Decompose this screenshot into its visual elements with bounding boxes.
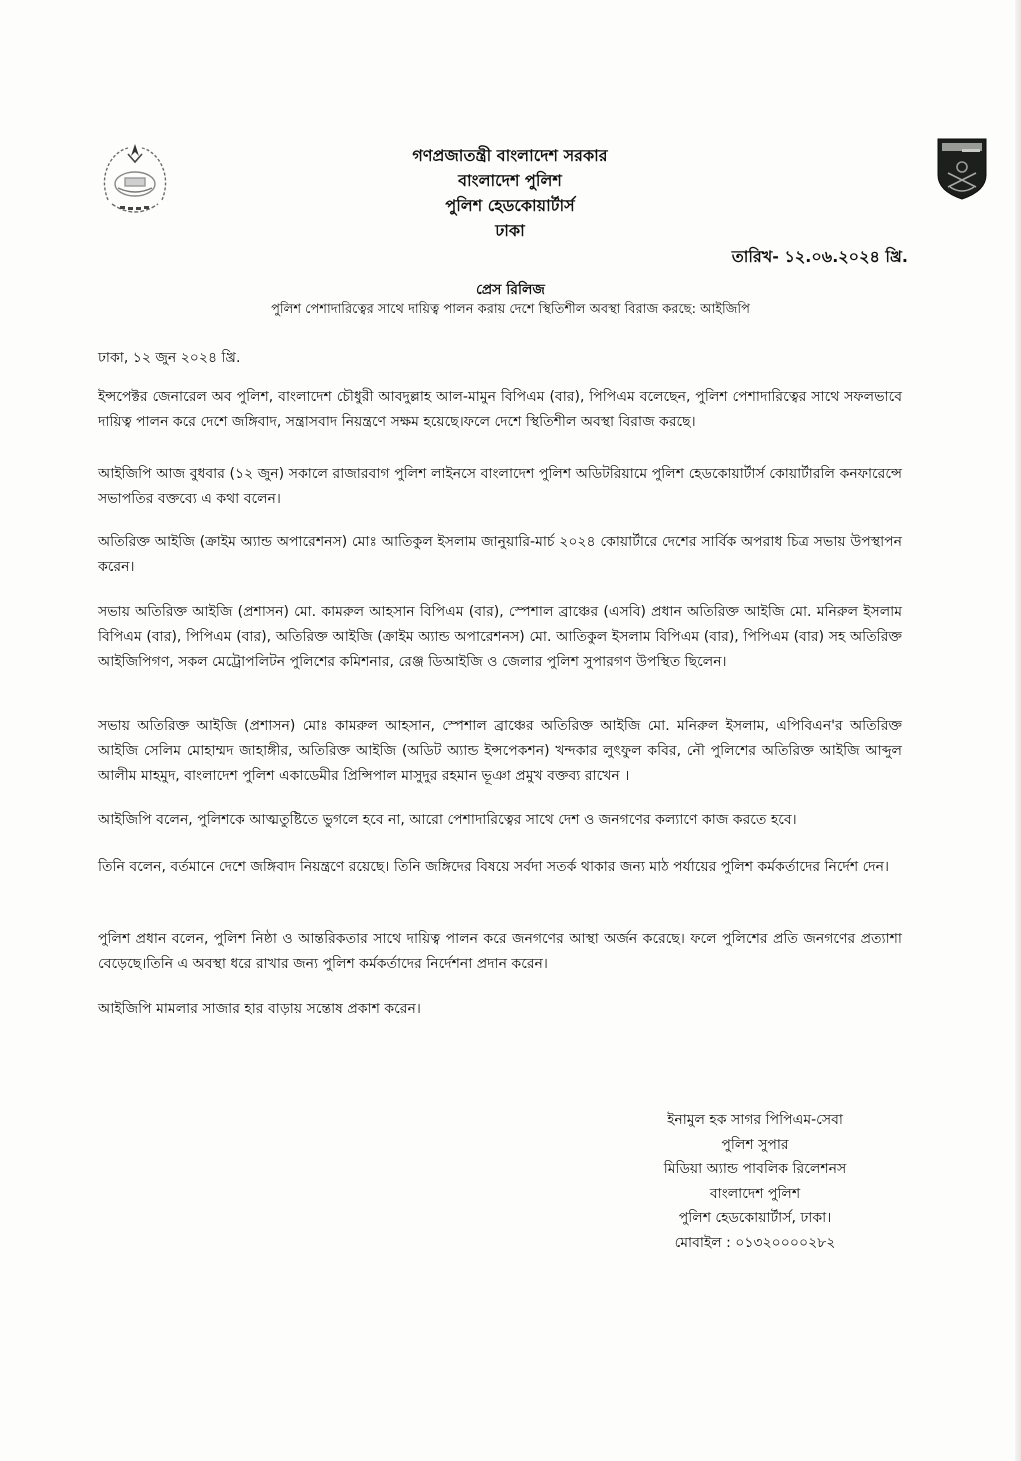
body-paragraph: সভায় অতিরিক্ত আইজি (প্রশাসন) মো. কামরুল আহসান বিপিএম (বার), স্পেশাল ব্রাঞ্চের (এসবি) প্রধান অতিরিক্ত আইজি মো. মনিরুল ইসলাম বিপিএম (বার), পিপিএম (বার), অতিরিক্ত আইজি (ক্রাইম অ্যান্ড অপারেশনস) মো. আতিকুল ইসলাম বিপিএম (বার), পিপিএম (বার) সহ অতিরিক্ত আইজিপিগণ, সকল মেট্রোপলিটন পুলিশের কমিশনার, রেঞ্জ ডিআইজি ও জেলার পুলিশ সুপারগণ উপস্থিত ছিলেন। — [98, 604, 902, 670]
government-name: গণপ্রজাতন্ত্রী বাংলাদেশ সরকার — [412, 146, 608, 165]
signature-block — [610, 1108, 900, 1255]
police-shield-badge-icon — [936, 137, 988, 201]
city-name: ঢাকা — [495, 221, 525, 240]
page-edge-shadow — [1015, 0, 1021, 1461]
organization-name: বাংলাদেশ পুলিশ — [458, 171, 562, 190]
bangladesh-police-emblem-icon — [98, 140, 172, 218]
body-paragraph: পুলিশ প্রধান বলেন, পুলিশ নিষ্ঠা ও আন্তরিকতার সাথে দায়িত্ব পালন করে জনগণের আস্থা অর্জন করেছে। ফলে পুলিশের প্রতি জনগণের প্রত্যাশা বেড়েছে।তিনি এ অবস্থা ধরে রাখার জন্য পুলিশ কর্মকর্তাদের নির্দেশনা প্রদান করেন। — [98, 931, 902, 972]
signatory-office: পুলিশ হেডকোয়ার্টার্স, ঢাকা। — [678, 1210, 832, 1226]
body-paragraph: অতিরিক্ত আইজি (ক্রাইম অ্যান্ড অপারেশনস) মোঃ আতিকুল ইসলাম জানুয়ারি-মার্চ ২০২৪ কোয়ার্টারে দেশের সার্বিক অপরাধ চিত্র সভায় উপস্থাপন করেন। — [98, 534, 902, 575]
body-paragraph: ইন্সপেক্টর জেনারেল অব পুলিশ, বাংলাদেশ চৌধুরী আবদুল্লাহ আল-মামুন বিপিএম (বার), পিপিএম বলেছেন, পুলিশ পেশাদারিত্বের সাথে সফলভাবে দায়িত্ব পালন করে দেশে জঙ্গিবাদ, সন্ত্রাসবাদ নিয়ন্ত্রণে সক্ষম হয়েছে।ফলে দেশে স্থিতিশীল অবস্থা বিরাজ করছে। — [98, 389, 902, 430]
body-paragraph: সভায় অতিরিক্ত আইজি (প্রশাসন) মোঃ কামরুল আহসান, স্পেশাল ব্রাঞ্চের অতিরিক্ত আইজি মো. মনিরুল ইসলাম, এপিবিএন'র অতিরিক্ত আইজি সেলিম মোহাম্মদ জাহাঙ্গীর, অতিরিক্ত আইজি (অডিট অ্যান্ড ইন্সপেকশন) খন্দকার লুৎফুল কবির, নৌ পুলিশের অতিরিক্ত আইজি আব্দুল আলীম মাহমুদ, বাংলাদেশ পুলিশ একাডেমীর প্রিন্সিপাল মাসুদুর রহমান ভূঞা প্রমুখ বক্তব্য রাখেন । — [98, 718, 902, 784]
press-release-title: প্রেস রিলিজ — [476, 282, 545, 298]
press-release-headline: পুলিশ পেশাদারিত্বের সাথে দায়িত্ব পালন করায় দেশে স্থিতিশীল অবস্থা বিরাজ করছে: আইজিপি — [271, 302, 750, 317]
dateline: ঢাকা, ১২ জুন ২০২৪ খ্রি. — [98, 350, 241, 366]
office-name: পুলিশ হেডকোয়ার্টার্স — [445, 196, 575, 215]
document-date: তারিখ- ১২.০৬.২০২৪ খ্রি. — [731, 247, 908, 266]
signatory-organization: বাংলাদেশ পুলিশ — [709, 1185, 801, 1202]
body-paragraph: আইজিপি আজ বুধবার (১২ জুন) সকালে রাজারবাগ পুলিশ লাইনসে বাংলাদেশ পুলিশ অডিটরিয়ামে পুলিশ হেডকোয়ার্টার্স কোয়ার্টারলি কনফারেন্সে সভাপতির বক্তব্যে এ কথা বলেন। — [98, 466, 902, 507]
body-paragraph: আইজিপি মামলার সাজার হার বাড়ায় সন্তোষ প্রকাশ করেন। — [98, 1001, 421, 1017]
body-paragraph: আইজিপি বলেন, পুলিশকে আত্মতুষ্টিতে ভুগলে হবে না, আরো পেশাদারিত্বের সাথে দেশ ও জনগণের কল্যাণে কাজ করতে হবে। — [98, 812, 797, 828]
signatory-mobile: মোবাইল : ০১৩২০০০০২৮২ — [674, 1234, 836, 1251]
body-paragraph: তিনি বলেন, বর্তমানে দেশে জঙ্গিবাদ নিয়ন্ত্রণে রয়েছে। তিনি জঙ্গিদের বিষয়ে সর্বদা সতর্ক থাকার জন্য মাঠ পর্যায়ের পুলিশ কর্মকর্তাদের নির্দেশ দেন। — [98, 859, 890, 875]
signatory-designation: পুলিশ সুপার — [721, 1136, 789, 1153]
letterhead — [300, 143, 720, 243]
signatory-department: মিডিয়া অ্যান্ড পাবলিক রিলেশনস — [663, 1161, 847, 1177]
signatory-name: ইনামুল হক সাগর পিপিএম-সেবা — [667, 1112, 843, 1128]
